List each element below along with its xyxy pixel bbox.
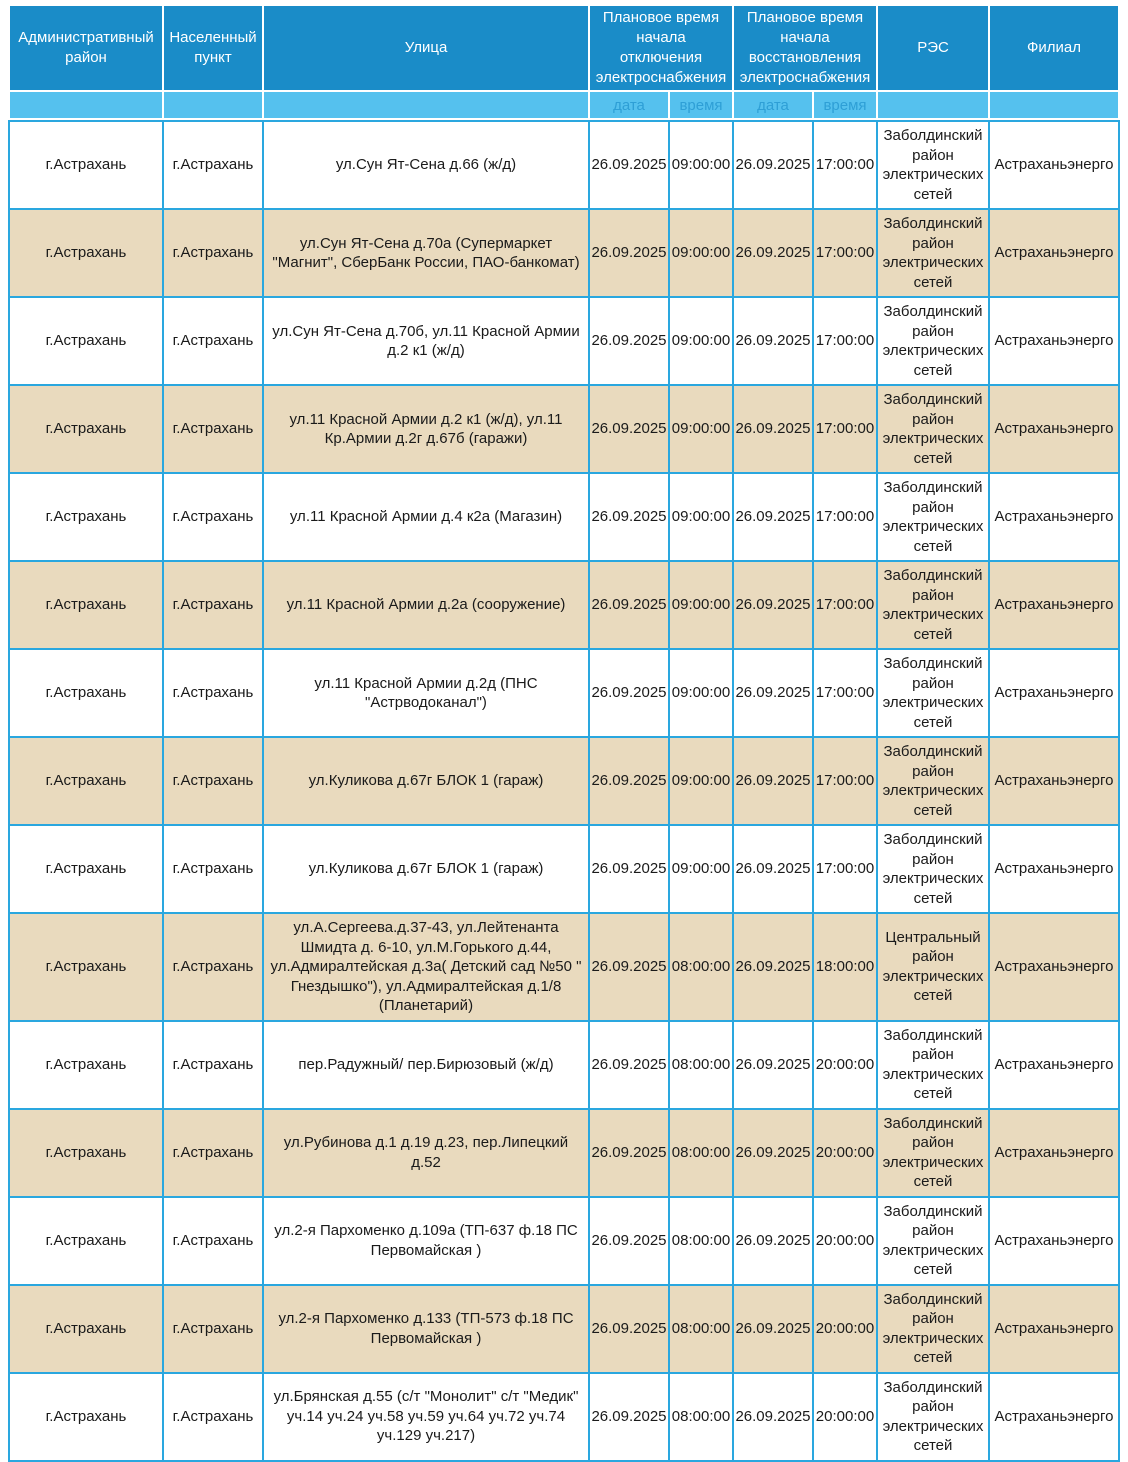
- cell-street: ул.11 Красной Армии д.2 к1 (ж/д), ул.11 Кр.Армии д.2г д.67б (гаражи): [264, 386, 588, 472]
- cell-branch: Астраханьэнерго: [990, 474, 1118, 560]
- header-cell-restore-time: Плановое время начала восстановления электроснабжения: [734, 6, 876, 90]
- cell-district: г.Астрахань: [10, 562, 162, 648]
- cell-restore-time: 20:00:00: [814, 1374, 876, 1460]
- cell-street: ул.Куликова д.67г БЛОК 1 (гараж): [264, 738, 588, 824]
- subheader-cell-empty-settlement: [164, 92, 262, 118]
- cell-street: ул.Сун Ят-Сена д.66 (ж/д): [264, 122, 588, 208]
- subheader-cell-empty-street: [264, 92, 588, 118]
- cell-settlement: г.Астрахань: [164, 826, 262, 912]
- header-cell-settlement: Населенный пункт: [164, 6, 262, 90]
- cell-settlement: г.Астрахань: [164, 298, 262, 384]
- subheader-cell-outage-time: время: [670, 92, 732, 118]
- cell-outage-date: 26.09.2025: [590, 1286, 668, 1372]
- subheader-cell-empty-branch: [990, 92, 1118, 118]
- cell-street: ул.11 Красной Армии д.2д (ПНС "Астрводоканал"): [264, 650, 588, 736]
- cell-settlement: г.Астрахань: [164, 474, 262, 560]
- cell-restore-time: 17:00:00: [814, 474, 876, 560]
- cell-street: ул.А.Сергеева.д.37-43, ул.Лейтенанта Шмидта д. 6-10, ул.М.Горького д.44, ул.Адмиралтейская д.3а( Детский сад №50 " Гнездышко"), ул.Адмиралтейская д.1/8 (Планетарий): [264, 914, 588, 1020]
- subheader-cell-restore-date: дата: [734, 92, 812, 118]
- cell-outage-time: 09:00:00: [670, 650, 732, 736]
- cell-outage-date: 26.09.2025: [590, 1110, 668, 1196]
- cell-district: г.Астрахань: [10, 1110, 162, 1196]
- cell-restore-time: 17:00:00: [814, 210, 876, 296]
- cell-settlement: г.Астрахань: [164, 914, 262, 1020]
- cell-branch: Астраханьэнерго: [990, 1198, 1118, 1284]
- cell-outage-date: 26.09.2025: [590, 1022, 668, 1108]
- cell-branch: Астраханьэнерго: [990, 650, 1118, 736]
- cell-outage-date: 26.09.2025: [590, 386, 668, 472]
- cell-street: пер.Радужный/ пер.Бирюзовый (ж/д): [264, 1022, 588, 1108]
- cell-settlement: г.Астрахань: [164, 1198, 262, 1284]
- cell-res: Заболдинский район электрических сетей: [878, 1374, 988, 1460]
- cell-outage-time: 08:00:00: [670, 1374, 732, 1460]
- cell-branch: Астраханьэнерго: [990, 1110, 1118, 1196]
- subheader-cell-outage-date: дата: [590, 92, 668, 118]
- cell-res: Заболдинский район электрических сетей: [878, 474, 988, 560]
- cell-res: Заболдинский район электрических сетей: [878, 210, 988, 296]
- cell-restore-time: 17:00:00: [814, 738, 876, 824]
- cell-district: г.Астрахань: [10, 1198, 162, 1284]
- header-cell-branch: Филиал: [990, 6, 1118, 90]
- cell-street: ул.2-я Пархоменко д.133 (ТП-573 ф.18 ПС Первомайская ): [264, 1286, 588, 1372]
- cell-outage-date: 26.09.2025: [590, 914, 668, 1020]
- cell-branch: Астраханьэнерго: [990, 210, 1118, 296]
- cell-res: Заболдинский район электрических сетей: [878, 826, 988, 912]
- cell-branch: Астраханьэнерго: [990, 1286, 1118, 1372]
- cell-outage-time: 09:00:00: [670, 386, 732, 472]
- cell-outage-date: 26.09.2025: [590, 298, 668, 384]
- cell-res: Заболдинский район электрических сетей: [878, 562, 988, 648]
- cell-restore-date: 26.09.2025: [734, 1110, 812, 1196]
- cell-district: г.Астрахань: [10, 474, 162, 560]
- cell-settlement: г.Астрахань: [164, 122, 262, 208]
- cell-restore-date: 26.09.2025: [734, 826, 812, 912]
- subheader-cell-empty-res: [878, 92, 988, 118]
- cell-outage-date: 26.09.2025: [590, 122, 668, 208]
- table-body: [8, 120, 1120, 1462]
- cell-branch: Астраханьэнерго: [990, 738, 1118, 824]
- cell-outage-date: 26.09.2025: [590, 738, 668, 824]
- cell-district: г.Астрахань: [10, 650, 162, 736]
- cell-branch: Астраханьэнерго: [990, 122, 1118, 208]
- cell-restore-time: 17:00:00: [814, 650, 876, 736]
- cell-outage-time: 08:00:00: [670, 1110, 732, 1196]
- cell-branch: Астраханьэнерго: [990, 386, 1118, 472]
- cell-settlement: г.Астрахань: [164, 1110, 262, 1196]
- cell-district: г.Астрахань: [10, 122, 162, 208]
- cell-settlement: г.Астрахань: [164, 386, 262, 472]
- cell-district: г.Астрахань: [10, 914, 162, 1020]
- cell-restore-date: 26.09.2025: [734, 1286, 812, 1372]
- cell-street: ул.11 Красной Армии д.2а (сооружение): [264, 562, 588, 648]
- cell-res: Заболдинский район электрических сетей: [878, 1198, 988, 1284]
- cell-street: ул.2-я Пархоменко д.109а (ТП-637 ф.18 ПС Первомайская ): [264, 1198, 588, 1284]
- table-header: [8, 4, 1120, 120]
- cell-street: ул.Сун Ят-Сена д.70а (Супермаркет "Магнит", СберБанк России, ПАО-банкомат): [264, 210, 588, 296]
- cell-outage-time: 09:00:00: [670, 738, 732, 824]
- cell-street: ул.Брянская д.55 (с/т "Монолит" с/т "Медик" уч.14 уч.24 уч.58 уч.59 уч.64 уч.72 уч.74 уч.129 уч.217): [264, 1374, 588, 1460]
- cell-res: Центральный район электрических сетей: [878, 914, 988, 1020]
- cell-street: ул.Рубинова д.1 д.19 д.23, пер.Липецкий д.52: [264, 1110, 588, 1196]
- subheader-cell-empty-district: [10, 92, 162, 118]
- cell-outage-time: 09:00:00: [670, 210, 732, 296]
- cell-settlement: г.Астрахань: [164, 650, 262, 736]
- cell-settlement: г.Астрахань: [164, 562, 262, 648]
- header-cell-district: Административный район: [10, 6, 162, 90]
- cell-restore-date: 26.09.2025: [734, 122, 812, 208]
- header-cell-res: РЭС: [878, 6, 988, 90]
- cell-district: г.Астрахань: [10, 298, 162, 384]
- cell-restore-time: 20:00:00: [814, 1022, 876, 1108]
- cell-restore-time: 18:00:00: [814, 914, 876, 1020]
- cell-settlement: г.Астрахань: [164, 1286, 262, 1372]
- cell-outage-time: 09:00:00: [670, 562, 732, 648]
- cell-branch: Астраханьэнерго: [990, 1374, 1118, 1460]
- cell-restore-date: 26.09.2025: [734, 298, 812, 384]
- cell-restore-date: 26.09.2025: [734, 474, 812, 560]
- cell-outage-date: 26.09.2025: [590, 474, 668, 560]
- cell-res: Заболдинский район электрических сетей: [878, 650, 988, 736]
- cell-district: г.Астрахань: [10, 1286, 162, 1372]
- cell-district: г.Астрахань: [10, 738, 162, 824]
- cell-branch: Астраханьэнерго: [990, 914, 1118, 1020]
- header-cell-street: Улица: [264, 6, 588, 90]
- cell-restore-date: 26.09.2025: [734, 210, 812, 296]
- cell-restore-time: 20:00:00: [814, 1286, 876, 1372]
- cell-outage-date: 26.09.2025: [590, 562, 668, 648]
- cell-street: ул.Сун Ят-Сена д.70б, ул.11 Красной Армии д.2 к1 (ж/д): [264, 298, 588, 384]
- cell-branch: Астраханьэнерго: [990, 562, 1118, 648]
- cell-district: г.Астрахань: [10, 1022, 162, 1108]
- cell-restore-time: 17:00:00: [814, 298, 876, 384]
- cell-outage-date: 26.09.2025: [590, 1198, 668, 1284]
- cell-restore-time: 17:00:00: [814, 562, 876, 648]
- cell-street: ул.Куликова д.67г БЛОК 1 (гараж): [264, 826, 588, 912]
- cell-restore-time: 17:00:00: [814, 386, 876, 472]
- cell-district: г.Астрахань: [10, 1374, 162, 1460]
- cell-outage-time: 08:00:00: [670, 1198, 732, 1284]
- cell-settlement: г.Астрахань: [164, 738, 262, 824]
- cell-res: Заболдинский район электрических сетей: [878, 122, 988, 208]
- cell-outage-time: 09:00:00: [670, 826, 732, 912]
- cell-restore-date: 26.09.2025: [734, 738, 812, 824]
- cell-restore-date: 26.09.2025: [734, 1022, 812, 1108]
- cell-restore-time: 20:00:00: [814, 1110, 876, 1196]
- cell-outage-time: 09:00:00: [670, 298, 732, 384]
- cell-district: г.Астрахань: [10, 210, 162, 296]
- cell-res: Заболдинский район электрических сетей: [878, 1110, 988, 1196]
- cell-settlement: г.Астрахань: [164, 1374, 262, 1460]
- cell-restore-date: 26.09.2025: [734, 914, 812, 1020]
- cell-branch: Астраханьэнерго: [990, 298, 1118, 384]
- cell-res: Заболдинский район электрических сетей: [878, 1286, 988, 1372]
- cell-restore-date: 26.09.2025: [734, 1198, 812, 1284]
- cell-restore-date: 26.09.2025: [734, 562, 812, 648]
- header-cell-outage-time: Плановое время начала отключения электроснабжения: [590, 6, 732, 90]
- cell-res: Заболдинский район электрических сетей: [878, 1022, 988, 1108]
- cell-outage-date: 26.09.2025: [590, 826, 668, 912]
- cell-branch: Астраханьэнерго: [990, 1022, 1118, 1108]
- cell-restore-time: 20:00:00: [814, 1198, 876, 1284]
- cell-outage-date: 26.09.2025: [590, 1374, 668, 1460]
- cell-outage-date: 26.09.2025: [590, 650, 668, 736]
- cell-street: ул.11 Красной Армии д.4 к2а (Магазин): [264, 474, 588, 560]
- cell-outage-time: 09:00:00: [670, 122, 732, 208]
- cell-restore-time: 17:00:00: [814, 122, 876, 208]
- cell-outage-time: 09:00:00: [670, 474, 732, 560]
- cell-restore-date: 26.09.2025: [734, 386, 812, 472]
- cell-res: Заболдинский район электрических сетей: [878, 298, 988, 384]
- cell-outage-time: 08:00:00: [670, 1286, 732, 1372]
- cell-district: г.Астрахань: [10, 826, 162, 912]
- cell-restore-date: 26.09.2025: [734, 1374, 812, 1460]
- cell-settlement: г.Астрахань: [164, 210, 262, 296]
- cell-restore-date: 26.09.2025: [734, 650, 812, 736]
- cell-outage-time: 08:00:00: [670, 1022, 732, 1108]
- cell-res: Заболдинский район электрических сетей: [878, 386, 988, 472]
- cell-outage-time: 08:00:00: [670, 914, 732, 1020]
- cell-settlement: г.Астрахань: [164, 1022, 262, 1108]
- cell-restore-time: 17:00:00: [814, 826, 876, 912]
- cell-branch: Астраханьэнерго: [990, 826, 1118, 912]
- cell-outage-date: 26.09.2025: [590, 210, 668, 296]
- cell-district: г.Астрахань: [10, 386, 162, 472]
- cell-res: Заболдинский район электрических сетей: [878, 738, 988, 824]
- subheader-cell-restore-time: время: [814, 92, 876, 118]
